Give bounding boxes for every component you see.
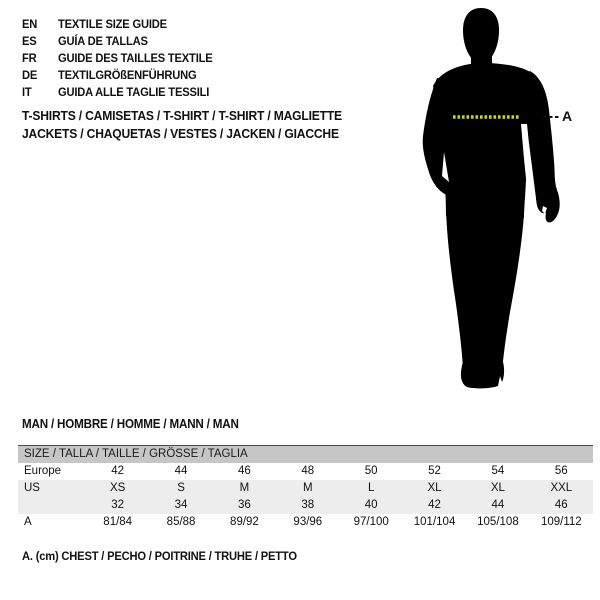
size-cell: 81/84: [103, 516, 133, 528]
size-cell: S: [177, 482, 185, 494]
size-cell: XL: [490, 482, 505, 494]
section-heading-man: MAN / HOMBRE / HOMME / MANN / MAN: [22, 417, 239, 431]
figure: [400, 0, 600, 400]
size-cell: 50: [364, 465, 378, 477]
size-cell: 38: [301, 499, 315, 511]
size-cell: 32: [111, 499, 125, 511]
language-row: [22, 50, 224, 67]
language-title: GUÍA DE TALLAS: [58, 34, 148, 48]
size-cell: 54: [491, 465, 505, 477]
language-title: GUIDA ALLE TAGLIE TESSILI: [58, 85, 210, 99]
size-cell: 34: [174, 499, 188, 511]
size-cell: 52: [428, 465, 441, 477]
garment-line-jackets: JACKETS / CHAQUETAS / VESTES / JACKEN / GIACCHE: [22, 126, 339, 141]
size-cell: 44: [491, 499, 505, 511]
size-cell: 101/104: [413, 516, 456, 528]
size-cell: 42: [111, 465, 125, 477]
size-cell: XXL: [550, 482, 573, 494]
language-row: [22, 67, 224, 84]
row-label: Europe: [24, 465, 62, 477]
size-cell: XL: [427, 482, 442, 494]
table-row-us: [18, 480, 593, 497]
size-table-header: SIZE / TALLA / TAILLE / GRÖSSE / TAGLIA: [18, 446, 593, 463]
language-code: DE: [22, 68, 38, 82]
silhouette-legs: [446, 210, 524, 370]
measurement-footnote: A. (cm) CHEST / PECHO / POITRINE / TRUHE / PETTO: [22, 549, 297, 563]
garment-types: [22, 107, 366, 143]
table-row-europe: [18, 463, 593, 480]
language-row: [22, 33, 224, 50]
table-row-us-numeric: [18, 497, 593, 514]
row-label: [18, 497, 86, 514]
size-cell: 40: [364, 499, 378, 511]
size-cell: 89/92: [230, 516, 259, 528]
size-cell: L: [367, 482, 375, 494]
size-cell: M: [303, 482, 313, 494]
language-code: ES: [22, 34, 37, 48]
language-code: EN: [22, 17, 38, 31]
language-row: [22, 16, 224, 33]
garment-line-tshirts: T-SHIRTS / CAMISETAS / T-SHIRT / T-SHIRT / MAGLIETTE: [22, 108, 342, 123]
man-silhouette-icon: [400, 0, 600, 400]
row-label: A: [24, 516, 32, 528]
language-row: [22, 84, 224, 101]
language-list: [22, 16, 224, 101]
size-cell: 36: [238, 499, 251, 511]
size-table: [18, 445, 593, 531]
size-cell: 46: [554, 499, 568, 511]
size-cell: XS: [110, 482, 126, 494]
size-cell: 109/112: [540, 516, 582, 528]
size-cell: 85/88: [166, 516, 196, 528]
size-cell: 42: [428, 499, 441, 511]
size-cell: 46: [238, 465, 251, 477]
size-cell: 105/108: [477, 516, 519, 528]
size-cell: 97/100: [353, 516, 389, 528]
measure-a-label: A: [562, 108, 573, 124]
language-title: TEXTILGRÖßENFÜHRUNG: [58, 68, 197, 82]
table-row-a-chest: [18, 514, 593, 531]
size-cell: M: [239, 482, 250, 494]
size-cell: 48: [301, 465, 315, 477]
row-label: US: [24, 482, 40, 494]
language-code: IT: [22, 85, 32, 99]
size-cell: 93/96: [293, 516, 323, 528]
language-title: GUIDE DES TAILLES TEXTILE: [58, 51, 213, 65]
language-title: TEXTILE SIZE GUIDE: [58, 17, 167, 31]
language-code: FR: [22, 51, 37, 65]
silhouette-foot: [461, 362, 504, 388]
size-cell: 44: [174, 465, 188, 477]
size-cell: 56: [554, 465, 568, 477]
